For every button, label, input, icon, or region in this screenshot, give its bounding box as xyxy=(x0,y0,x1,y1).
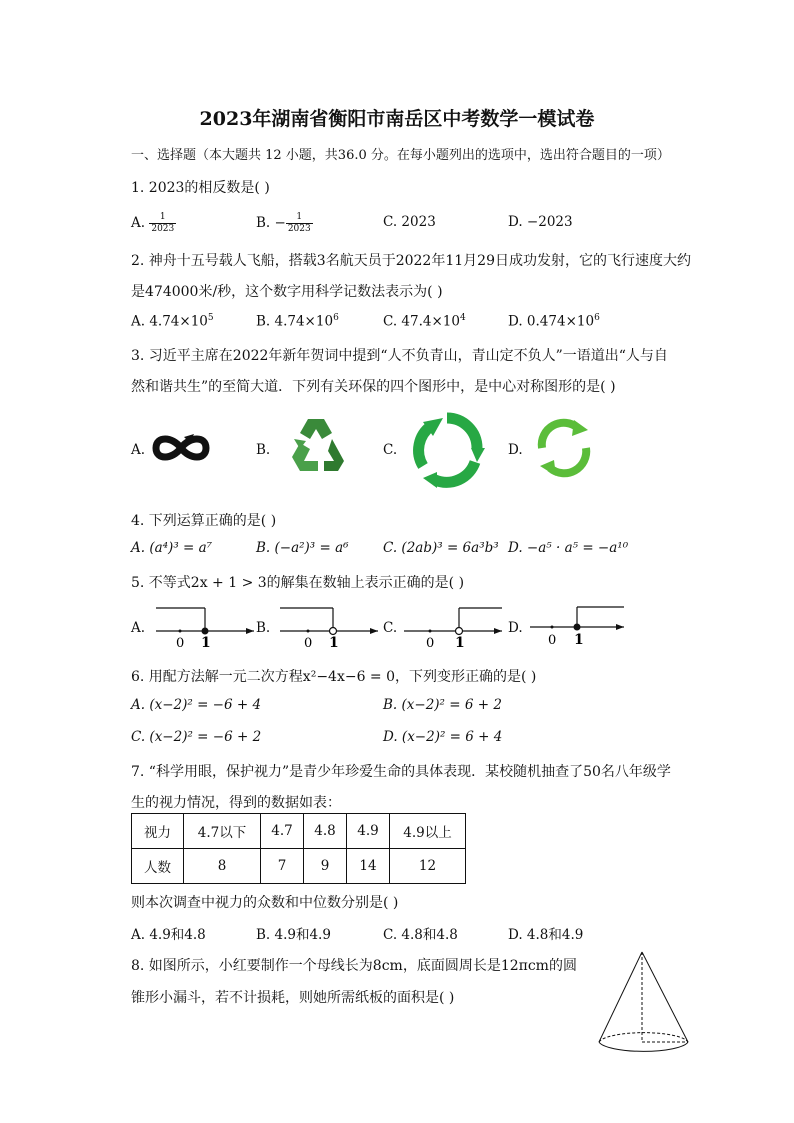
q6-stem: 6. 用配方法解一元二次方程x²−4x−6 = 0，下列变形正确的是( ) xyxy=(131,669,537,685)
tick-label-0: 0 xyxy=(176,636,185,651)
q4-stem: 4. 下列运算正确的是( ) xyxy=(131,513,277,529)
q7-option-c: C. 4.8和4.8 xyxy=(383,927,458,943)
q7-line2: 生的视力情况，得到的数据如表： xyxy=(131,795,341,811)
q6-option-c: C. (x−2)² = −6 + 2 xyxy=(131,729,262,745)
table-cell: 4.7以下 xyxy=(184,814,261,849)
table-cell: 4.9以上 xyxy=(390,814,466,849)
q5-option-a-label: A. xyxy=(131,620,146,636)
q7-after-table: 则本次调查中视力的众数和中位数分别是( ) xyxy=(131,895,399,911)
q2-option-c: C. $47.4\times 10^4$ xyxy=(383,313,466,330)
q5-number-line-a xyxy=(148,603,258,651)
tick-label-0: 0 xyxy=(426,636,435,651)
table-cell: 4.8 xyxy=(304,814,347,849)
q4-option-c: C. (2ab)³ = 6a³b³ xyxy=(383,540,499,556)
q5-option-c-label: C. xyxy=(383,620,398,636)
table-cell: 人数 xyxy=(132,849,184,884)
section-heading: 一、选择题（本大题共 12 小题，共36.0 分。在每小题列出的选项中，选出符合题目的一项） xyxy=(131,148,670,163)
q1-option-d: D. −2023 xyxy=(508,214,573,230)
table-row xyxy=(132,849,466,884)
tick-label-1: 1 xyxy=(455,635,465,651)
table-cell: 12 xyxy=(390,849,466,884)
page-title: 2023年湖南省衡阳市南岳区中考数学一模试卷 xyxy=(199,108,595,130)
q5-option-b-label: B. xyxy=(256,620,271,636)
tick-label-1: 1 xyxy=(574,632,584,648)
q2-option-a: A. $4.74\times 10^5$ xyxy=(131,313,214,330)
q1-option-a: A. $\frac{1}{2023}$ xyxy=(131,212,175,234)
q3-option-b-label: B. xyxy=(256,442,271,458)
q4-option-b: B. (−a²)³ = a⁶ xyxy=(256,540,349,556)
circular-arrows-icon xyxy=(403,408,489,490)
q5-stem: 5. 不等式2x + 1 > 3的解集在数轴上表示正确的是( ) xyxy=(131,575,465,591)
q2-line1: 2. 神舟十五号载人飞船，搭载3名航天员于2022年11月29日成功发射，它的飞行速度大约 xyxy=(131,253,691,269)
q2-option-d: D. $0.474\times 10^6$ xyxy=(508,313,600,330)
tick-label-1: 1 xyxy=(329,635,339,651)
two-arrows-cycle-icon xyxy=(530,416,598,480)
q7-line1: 7. “科学用眼，保护视力”是青少年珍爱生命的具体表现．某校随机抽查了50名八年级学 xyxy=(131,764,671,780)
q3-option-a-label: A. xyxy=(131,442,146,458)
tick-label-0: 0 xyxy=(304,636,313,651)
q8-line2: 锥形小漏斗，若不计损耗，则她所需纸板的面积是( ) xyxy=(131,990,455,1006)
q4-option-a: A. (a⁴)³ = a⁷ xyxy=(131,540,213,556)
cone-figure xyxy=(594,948,694,1063)
tick-label-0: 0 xyxy=(548,633,557,648)
q5-number-line-d xyxy=(526,603,630,651)
q4-option-d: D. −a⁵ · a⁵ = −a¹⁰ xyxy=(508,540,629,556)
q1-stem: 1. 2023的相反数是( ) xyxy=(131,180,270,196)
infinity-loop-icon xyxy=(150,428,212,468)
vision-data-table xyxy=(131,813,466,884)
table-cell: 7 xyxy=(261,849,304,884)
table-cell: 8 xyxy=(184,849,261,884)
q3-option-c-label: C. xyxy=(383,442,398,458)
table-cell: 4.9 xyxy=(347,814,390,849)
q1-option-b: B. − $\frac{1}{2023}$ xyxy=(256,212,311,234)
tick-label-1: 1 xyxy=(201,635,211,651)
q5-number-line-c xyxy=(398,603,508,651)
q7-option-d: D. 4.8和4.9 xyxy=(508,927,584,943)
table-cell: 9 xyxy=(304,849,347,884)
q2-option-b: B. $4.74\times 10^6$ xyxy=(256,313,339,330)
q2-line2: 是474000米/秒，这个数字用科学记数法表示为( ) xyxy=(131,284,443,300)
table-cell: 视力 xyxy=(132,814,184,849)
q6-option-d: D. (x−2)² = 6 + 4 xyxy=(383,729,503,745)
q7-option-a: A. 4.9和4.8 xyxy=(131,927,206,943)
q6-option-b: B. (x−2)² = 6 + 2 xyxy=(383,697,502,713)
q1-option-c: C. 2023 xyxy=(383,214,436,230)
q6-option-a: A. (x−2)² = −6 + 4 xyxy=(131,697,262,713)
q1-fraction-a: $\frac{1}{2023}$ xyxy=(151,212,175,234)
table-header-row xyxy=(132,814,466,849)
q5-option-d-label: D. xyxy=(508,620,523,636)
q8-line1: 8. 如图所示，小红要制作一个母线长为8cm，底面圆周长是12πcm的圆 xyxy=(131,958,577,974)
recycle-icon xyxy=(278,413,354,485)
q7-option-b: B. 4.9和4.9 xyxy=(256,927,331,943)
q5-number-line-b xyxy=(272,603,382,651)
q3-option-d-label: D. xyxy=(508,442,523,458)
table-cell: 4.7 xyxy=(261,814,304,849)
table-cell: 14 xyxy=(347,849,390,884)
q1-fraction-b: $\frac{1}{2023}$ xyxy=(287,212,311,234)
q3-line2: 然和谐共生”的至简大道．下列有关环保的四个图形中，是中心对称图形的是( ) xyxy=(131,379,616,395)
q3-line1: 3. 习近平主席在2022年新年贺词中提到“人不负青山，青山定不负人”一语道出“人与自 xyxy=(131,348,668,364)
